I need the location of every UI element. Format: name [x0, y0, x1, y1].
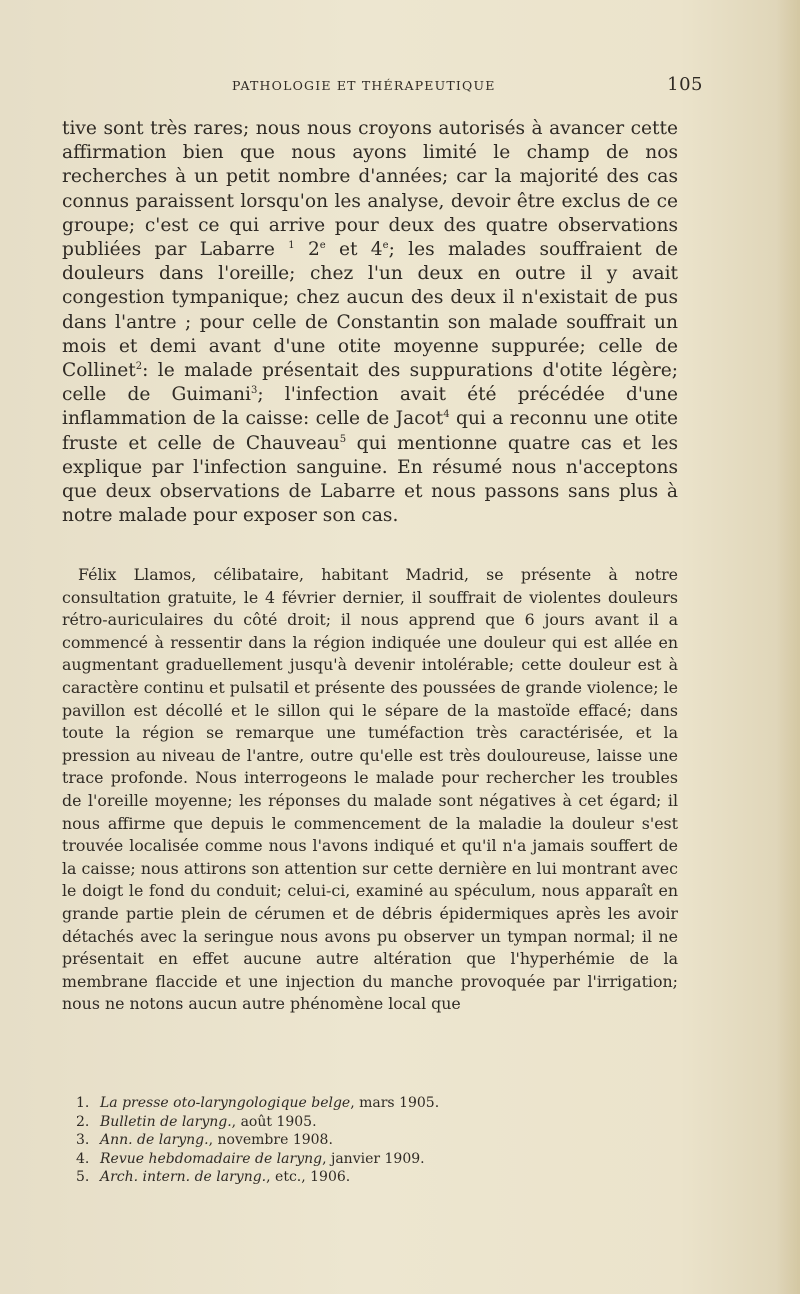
footnote-ref: 4 — [443, 409, 450, 421]
page-number: 105 — [667, 74, 703, 95]
paper-edge-shading — [776, 0, 800, 1294]
footnote-number: 1. — [76, 1095, 90, 1111]
paragraph-continued — [62, 117, 678, 528]
footnote-number: 4. — [76, 1150, 90, 1167]
footnote-source: Revue hebdomadaire de laryng — [100, 1150, 323, 1167]
text-run: : le malade présentait des suppurations d'otite légère; celle de Guimani — [62, 360, 678, 406]
case-report-paragraph: Félix Llamos, célibataire, habitant Madrid, se présente à notre consultation gratuite, le 4 février dernier, il souffrait de violentes douleurs rétro-auriculaires du côté droit; il nous apprend que 6 jours avant il a commencé à ressentir dans la région indiquée une douleur qui est allée en augmentant graduellement jusqu'à devenir intolérable; cette douleur est à caractère continu et pulsatil et présente des poussées de grande violence; le pavillon est décollé et le sillon qui le sépare de la mastoïde effacé; dans toute la région se remarque une tuméfaction très caractérisée, et la pression au niveau de l'antre, outre qu'elle est très douloureuse, laisse une trace profonde. Nous interrogeons le malade pour rechercher les troubles de l'oreille moyenne; les réponses du malade sont négatives à cet égard; il nous affirme que depuis le commencement de la maladie la douleur s'est trouvée localisée comme nous l'avons indiqué et qu'il n'a jamais souffert de la caisse; nous attirons son attention sur cette dernière en lui montrant avec le doigt le fond du conduit; celui-ci, examiné au spéculum, nous apparaît en grande partie plein de cérumen et de débris épidermiques après les avoir détachés avec la seringue nous avons pu observer un tympan normal; il ne présentait en effet aucune autre altération que l'hyperhémie de la membrane flaccide et une injection du manche provoquée par l'irrigation; nous ne notons aucun autre phénomène local que — [62, 565, 678, 1014]
footnote-number: 5. — [76, 1169, 90, 1185]
footnote-detail: , etc., 1906. — [266, 1169, 351, 1185]
footnote — [76, 1168, 636, 1187]
footnote-ref: 1 — [288, 239, 295, 251]
footnote-detail: , novembre 1908. — [208, 1132, 333, 1148]
text-run: qui a reconnu une otite fruste et celle de Chauveau — [62, 408, 678, 454]
footnote-detail: , janvier 1909. — [322, 1150, 425, 1167]
text-run: tive sont très rares; nous nous croyons autorisés à avancer cette affirmation bien que nous ayons limité le champ de nos recherches à un petit nombre d'années; car la majorité des cas connus paraissent lorsqu'on les analyse, devoir être exclus de ce groupe; c'est ce qui arrive pour deux des quatre observations publiées par Labarre — [62, 118, 678, 261]
footnote — [76, 1131, 636, 1150]
running-head: PATHOLOGIE ET THÉRAPEUTIQUE — [232, 78, 496, 93]
footnote-source: La presse oto-laryngologique belge — [100, 1095, 351, 1111]
text-run: ; les malades souffraient de douleurs dans l'oreille; chez l'un deux en outre il y avait congestion tympanique; chez aucun des deux il n'existait de pus dans l'antre ; pour celle de Constantin son malade souffrait un mois et demi avant d'une otite moyenne suppurée; celle de Collinet — [62, 239, 678, 382]
footnote-ref: 5 — [339, 433, 347, 445]
ordinal-suffix: e — [319, 239, 326, 251]
footnote-ref: 3 — [250, 385, 258, 397]
footnote-number: 2. — [76, 1113, 90, 1130]
footnotes — [76, 1094, 636, 1187]
footnote — [76, 1094, 636, 1113]
footnote-number: 3. — [76, 1132, 90, 1148]
ordinal-suffix: e — [382, 239, 389, 251]
footnote-source: Bulletin de laryng. — [100, 1113, 232, 1130]
footnote-source: Ann. de laryng. — [100, 1132, 209, 1148]
footnote — [76, 1113, 636, 1132]
footnote — [76, 1150, 636, 1169]
text-run: et 4 — [325, 239, 383, 261]
footnote-detail: , mars 1905. — [350, 1095, 440, 1111]
footnote-detail: , août 1905. — [231, 1113, 317, 1130]
text-run: qui mentionne quatre cas et les explique par l'infection sanguine. En résumé nous n'acceptons que deux observations de Labarre et nous passons sans plus à notre malade pour exposer son cas. — [62, 432, 678, 527]
text-run: ; l'infection avait été précédée d'une inflammation de la caisse: celle de Jacot — [62, 384, 678, 430]
text-run: 2 — [294, 239, 320, 261]
footnote-source: Arch. intern. de laryng. — [100, 1169, 267, 1185]
footnote-ref: 2 — [135, 360, 143, 372]
